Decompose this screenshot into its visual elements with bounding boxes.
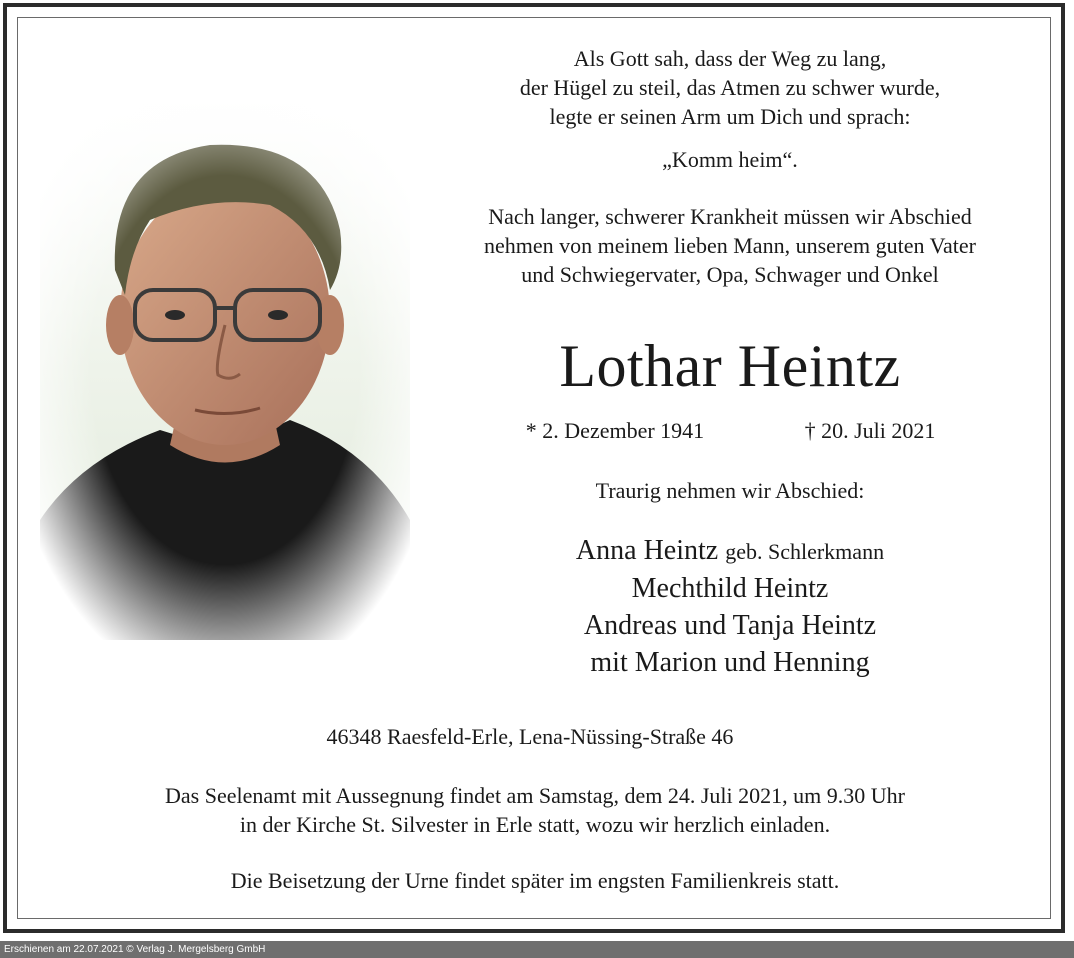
family-member: Andreas und Tanja Heintz [583, 610, 877, 641]
portrait-photo [40, 100, 410, 640]
family-list [410, 532, 1050, 681]
burial-info: Die Beisetzung der Urne findet später im engsten Familienkreis statt. [230, 868, 840, 893]
verse-line: Als Gott sah, dass der Weg zu lang, [573, 46, 887, 71]
service-line: in der Kirche St. Silvester in Erle statt, wozu wir herzlich einladen. [239, 812, 831, 837]
service-info [30, 781, 1040, 839]
family-member [410, 532, 1050, 570]
verse [410, 44, 1050, 131]
family-member: Mechthild Heintz [631, 573, 829, 604]
intro-line: Nach langer, schwerer Krankheit müssen wir Abschied [488, 204, 972, 229]
service-line: Das Seelenamt mit Aussegnung findet am Samstag, dem 24. Juli 2021, um 9.30 Uhr [165, 783, 905, 808]
verse-line: legte er seinen Arm um Dich und sprach: [549, 104, 911, 129]
intro-text [410, 202, 1050, 289]
family-member: mit Marion und Henning [590, 647, 870, 678]
intro-line: und Schwiegervater, Opa, Schwager und Onkel [521, 262, 939, 287]
verse-closing: „Komm heim“. [662, 147, 798, 172]
birth-date: * 2. Dezember 1941 [525, 418, 705, 443]
family-member-maiden-name: geb. Schlerkmann [725, 539, 885, 564]
publication-footer: Erschienen am 22.07.2021 © Verlag J. Mergelsberg GmbH [0, 941, 1074, 958]
deceased-name: Lothar Heintz [559, 333, 901, 399]
verse-line: der Hügel zu steil, das Atmen zu schwer wurde, [519, 75, 941, 100]
address: 46348 Raesfeld-Erle, Lena-Nüssing-Straße 46 [326, 724, 734, 749]
mourning-heading: Traurig nehmen wir Abschied: [595, 478, 865, 503]
death-date: † 20. Juli 2021 [804, 418, 936, 443]
family-member-name: Anna Heintz [575, 535, 719, 566]
intro-line: nehmen von meinem lieben Mann, unserem guten Vater [483, 233, 976, 258]
